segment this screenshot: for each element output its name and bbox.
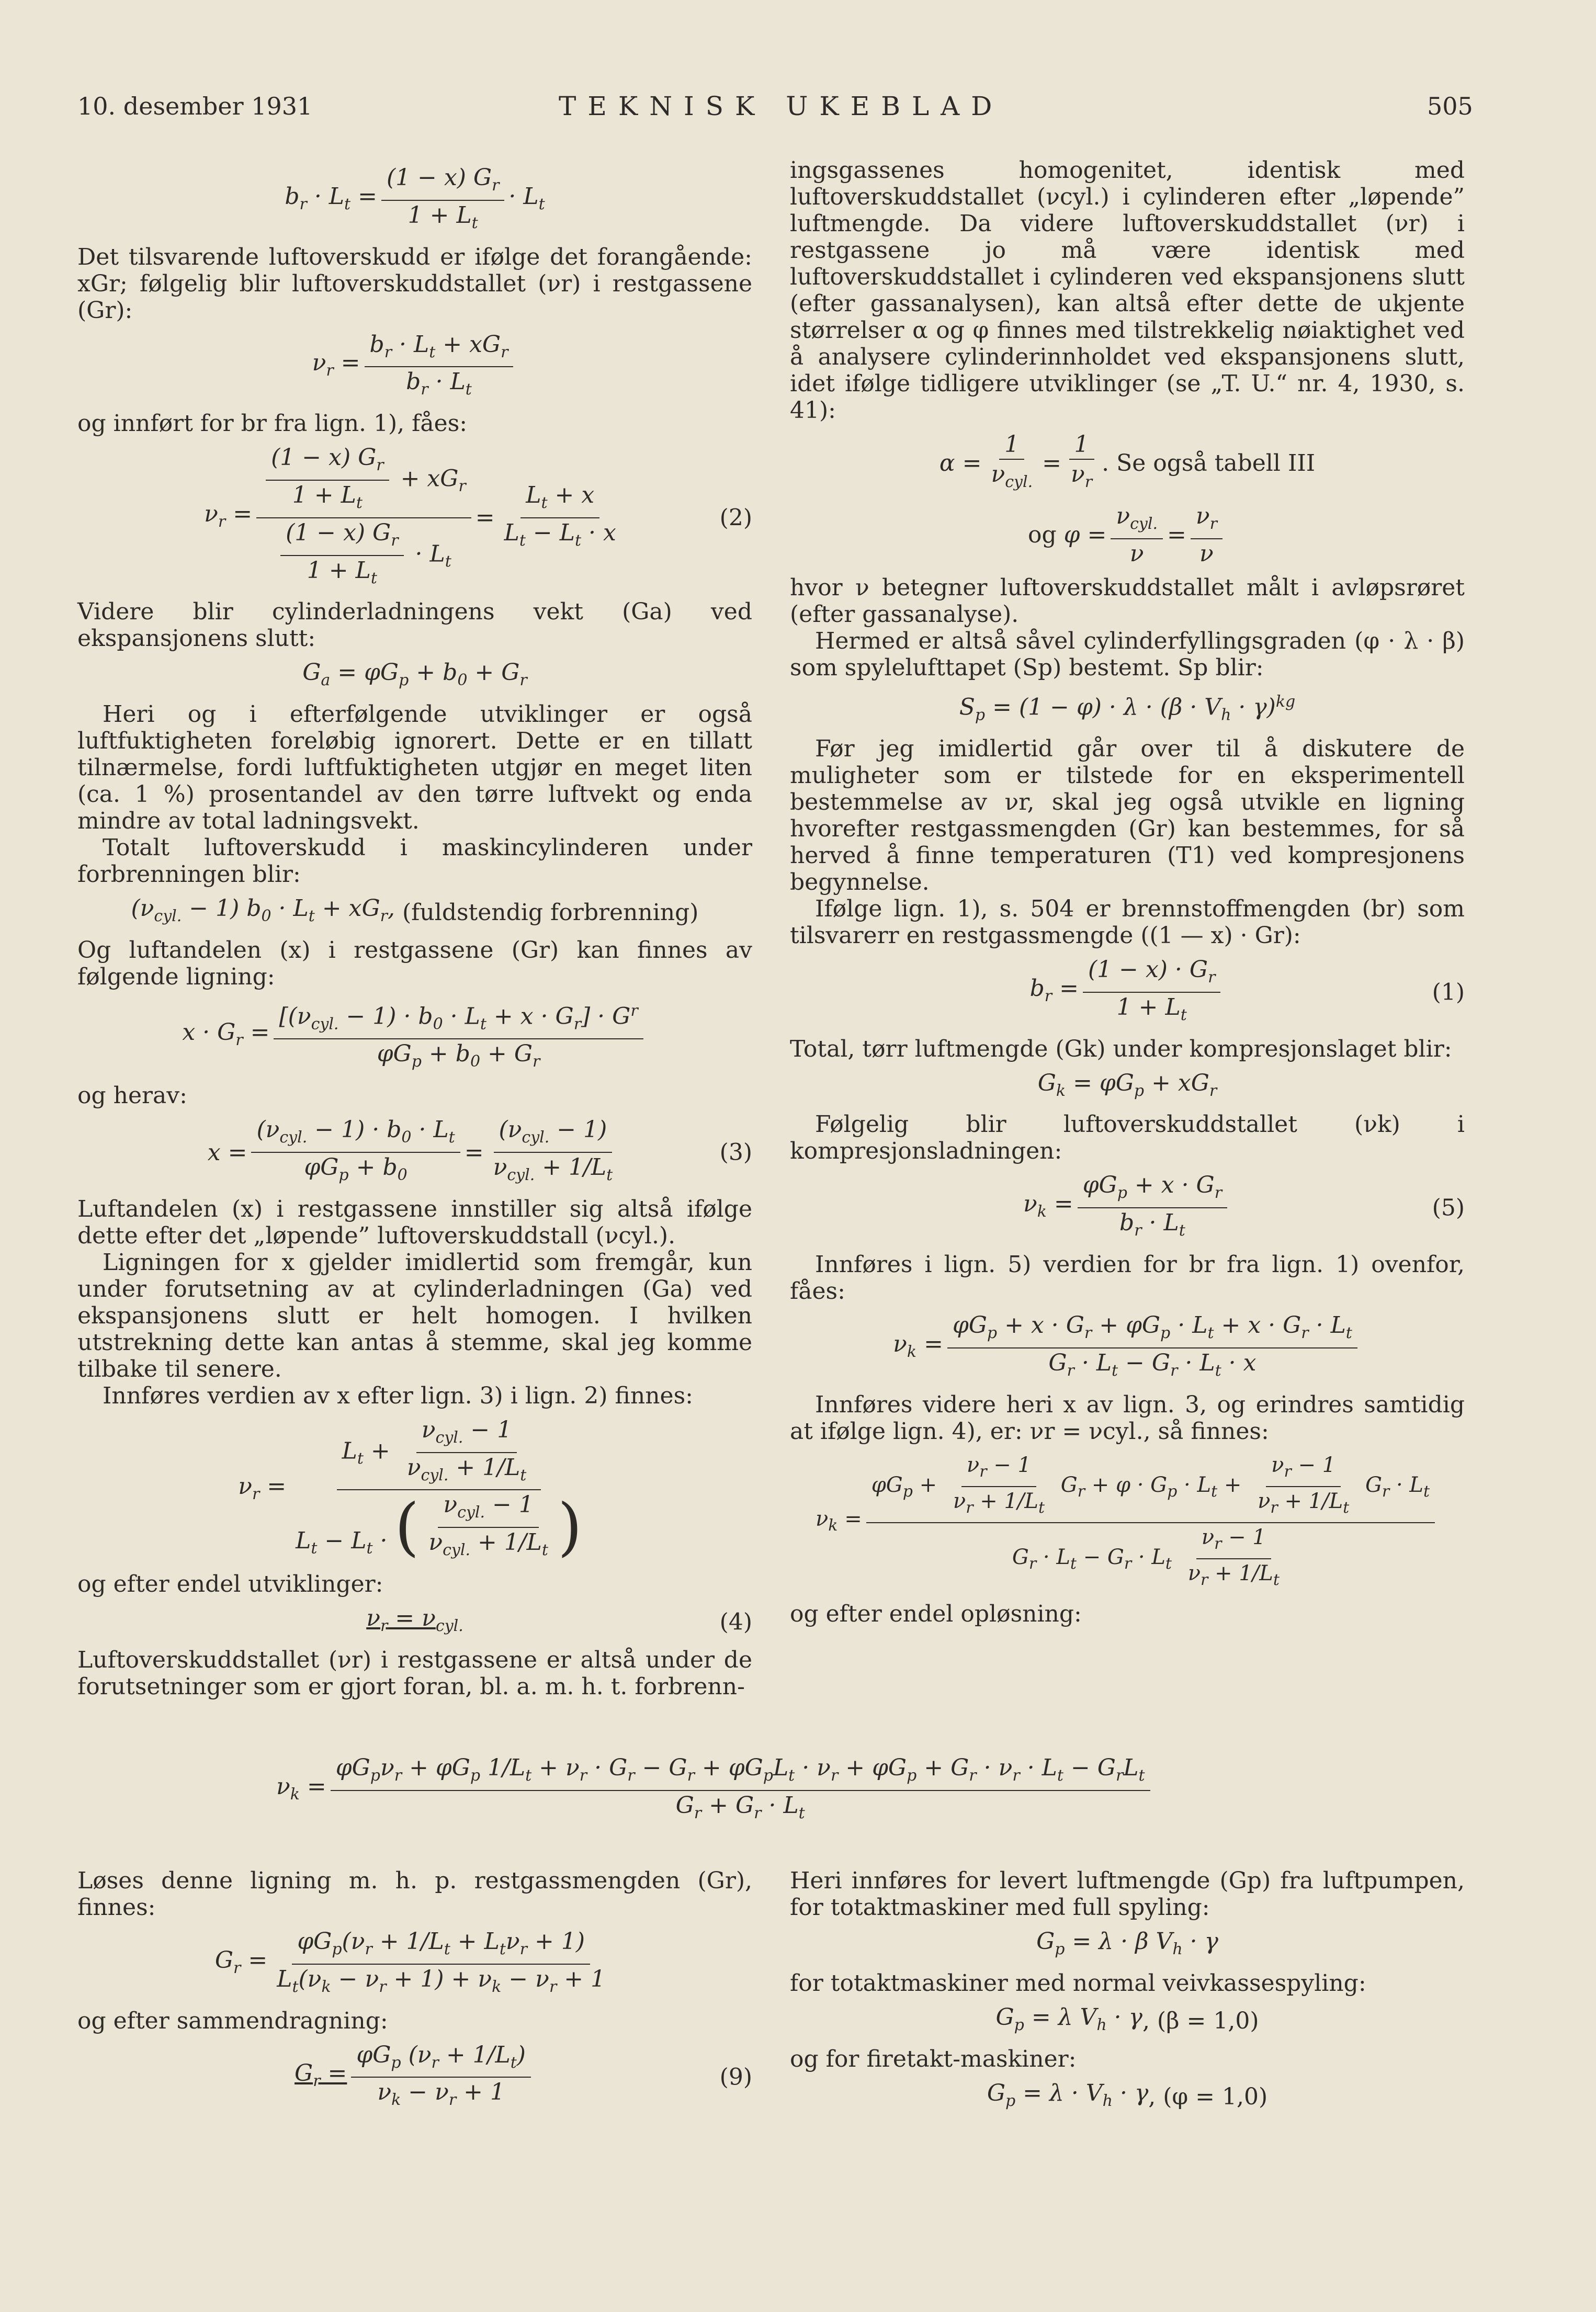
paragraph: Luftandelen (x) i restgassene innstiller sig altså ifølge dette efter det „løpende” luftoverskuddstall (νcyl.). [77, 1195, 752, 1249]
paragraph: Hermed er altså såvel cylinderfyllingsgraden (φ · λ · β) som spylelufttapet (Sp) bestemt. Sp blir: [790, 627, 1465, 681]
paragraph: Videre blir cylinderladningens vekt (Ga) ved ekspansjonens slutt: [77, 598, 752, 652]
paragraph: og innført for br fra lign. 1), fåes: [77, 410, 468, 437]
equation-note: (fuldstendig forbrenning) [402, 899, 699, 926]
paragraph: Innføres i lign. 5) verdien for br fra lign. 1) ovenfor, fåes: [790, 1251, 1465, 1305]
equation-x-gr: $x \cdot G_r$ = $\frac{[(\nu_{cyl.} - 1) \cdot b_0 \cdot L_t + x \cdot G_r] \cdot G^r}{\varphi G_p + b_0 + G_r}$ [77, 998, 752, 1075]
paragraph: Innføres videre heri x av lign. 3, og erindres samtidig at ifølge lign. 4), er: νr = νcyl., så finnes: [790, 1391, 1465, 1445]
equation-1: $b_r$ = $\frac{(1 - x) \cdot G_r}{1 + L_t}$ (1) [1029, 956, 1465, 1024]
bottom-right-column [790, 1867, 1465, 2121]
paragraph: Ligningen for x gjelder imidlertid som fremgår, kun under forutsetning av at cylinderladningen (Ga) ved ekspansjonens slutt er helt homogen. I hvilken utstrekning dette kan antas å stemme, skal jeg komme tilbake til senere. [77, 1249, 752, 1382]
paragraph: Ifølge lign. 1), s. 504 er brennstoffmengden (br) som tilsvarerr en restgassmengde ((1 — x) · Gr): [790, 896, 1465, 949]
equation-gk: $G_k = \varphi G_p + xG_r$ [1037, 1069, 1217, 1100]
equation-gp-full: $G_p = \lambda \cdot \beta$ $V_h \cdot \gamma$ [1036, 1928, 1218, 1958]
bottom-left-column [77, 1867, 752, 2121]
equation-4: $\nu_r = \nu_{cyl.}$ (4) [366, 1605, 752, 1636]
full-width-equation-block [77, 1747, 1469, 1834]
paragraph: Innføres verdien av x efter lign. 3) i lign. 2) finnes: [103, 1382, 694, 1409]
paragraph: Total, tørr luftmengde (Gk) under kompresjonslaget blir: [790, 1035, 1452, 1062]
equation-number: (2) [719, 504, 752, 531]
equation-gr-solution: $G_r$ = $\frac{\varphi G_p(\nu_r + 1/L_t + L_t\nu_r + 1)}{L_t(\nu_k - \nu_r + 1) + \nu_k - \nu_r + 1}$ [214, 1928, 606, 1996]
equation-note: . Se også tabell III [1102, 449, 1316, 477]
equation-number: (1) [1432, 979, 1465, 1006]
equation-gp-normal: $G_p = \lambda$ $V_h \cdot \gamma$ , (β = 1,0) [995, 2003, 1259, 2035]
paragraph: og efter sammendragning: [77, 2007, 388, 2034]
equation-nu-k-2: $\nu_k$ = $\varphi G_p$ + $\frac{\nu_r - 1}{\nu_r + 1/L_t}$ $G_r + \varphi \cdot G_p \cdot L_t$ + $\frac{\nu_r - 1}{\nu_r + 1/L_t}$ $G_r \cdot L_t$ $G_r \cdot L_t - G_r \cdot L_t$ $\frac{\nu_r - 1}{\nu_r + 1/L_t}$ [790, 1452, 1465, 1593]
paragraph: hvor ν betegner luftoverskuddstallet målt i avløpsrøret (efter gassanalyse). [790, 574, 1465, 628]
equation-note: , (β = 1,0) [1142, 2008, 1259, 2035]
paragraph: Heri innføres for levert luftmengde (Gp) fra luftpumpen, for totaktmaskiner med full spyling: [790, 1867, 1465, 1921]
paragraph: Følgelig blir luftoverskuddstallet (νk) i kompresjonsladningen: [790, 1111, 1465, 1165]
paragraph: for totaktmaskiner med normal veivkassespyling: [790, 1969, 1366, 1997]
paragraph: og herav: [77, 1082, 187, 1109]
equation-nu-k-1: $\nu_k$ = $\frac{\varphi G_p + x \cdot G_r + \varphi G_p \cdot L_t + x \cdot G_r \cdot L_t}{G_r \cdot L_t - G_r \cdot L_t \cdot x}$ [790, 1312, 1465, 1384]
equation-gp-fourstroke: $G_p = \lambda \cdot V_h \cdot \gamma$ , (φ = 1,0) [987, 2079, 1268, 2110]
equation-total-excess: $(\nu_{cyl.} - 1) b_0 \cdot L_t + xG_r$, (fuldstendig forbrenning) [131, 895, 699, 926]
left-column [77, 157, 752, 1700]
equation-5: $\nu_k$ = $\frac{\varphi G_p + x \cdot G_r}{b_r \cdot L_t}$ (5) [1023, 1172, 1465, 1240]
paragraph: og efter endel opløsning: [790, 1600, 1082, 1627]
equation-number: (9) [719, 2064, 752, 2091]
equation-nu-r-subst: $\nu_r$ = $L_t$ + $\frac{\nu_{cyl.} - 1}{\nu_{cyl.} + 1/L_t}$ $L_t - L_t$ · ( $\frac{\nu_{cyl.} - 1}{\nu_{cyl.} + 1/L_t}$ ) [238, 1416, 582, 1564]
header-date: 10. desember 1931 [77, 92, 313, 120]
equation-sp: $S_p = (1 - \varphi) \cdot \lambda \cdot (\beta \cdot V_h \cdot \gamma)^{kg}$ [959, 692, 1296, 724]
paragraph: Heri og i efterfølgende utviklinger er også luftfuktigheten foreløbig ignorert. Dette er en tillatt tilnærmelse, fordi luftfuktigheten utgjør en meget liten (ca. 1 %) prosentandel av den tørre luftvekt og enda mindre av total ladningsvekt. [77, 701, 752, 835]
paragraph: Før jeg imidlertid går over til å diskutere de muligheter som er tilstede for en eksperimentell bestemmelse av νr, skal jeg også utvikle en ligning hvorefter restgassmengden (Gr) kan bestemmes, for så herved å finne temperaturen (T1) ved kompresjonens begynnelse. [790, 735, 1465, 896]
paragraph: Luftoverskuddstallet (νr) i restgassene er altså under de forutsetninger som er gjort foran, bl. a. m. h. t. forbrenn- [77, 1646, 752, 1700]
equation-number: (5) [1432, 1194, 1465, 1221]
equation-nu-k-expanded: $\nu_k$ = $\varphi G_p\nu_r + \varphi G_p$ $1/L_t + \nu_r \cdot G_r - G_r + \varphi G_pL_t \cdot \nu_r + \varphi G_p + G_r \cdot \nu_r \cdot L_t - G_rL_t$ $G_r + G_r \cdot L_t$ [77, 1754, 1469, 1827]
paragraph: Det tilsvarende luftoverskudd er ifølge det forangående: xGr; følgelig blir luftoverskuddstallet (νr) i restgassene (Gr): [77, 243, 752, 324]
paragraph: Og luftandelen (x) i restgassene (Gr) kan finnes av følgende ligning: [77, 936, 752, 990]
paragraph: ingsgassenes homogenitet, identisk med luftoverskuddstallet (νcyl.) i cylinderen efter „løpende” luftmengde. Da videre luftoverskuddstallet (νr) i restgassene jo må være identisk med luftoverskuddstallet i cylinderen ved ekspansjonens slutt (efter gassanalysen), kan altså efter dette de ukjente størrelser α og φ finnes med tilstrekkelig nøiaktighet ved å analysere cylinderinnholdet ved ekspansjonens slutt, idet ifølge tidligere utviklinger (se „T. U.“ nr. 4, 1930, s. 41): [790, 157, 1465, 424]
equation-label: og [1028, 521, 1057, 548]
paragraph: og efter endel utviklinger: [77, 1571, 383, 1597]
equation-br-lt: $b_r \cdot L_t$ = $\frac{(1 - x) G_r}{1 + L_t}$ · $L_t$ [285, 164, 545, 232]
paragraph: og for firetakt-maskiner: [790, 2045, 1077, 2072]
equation-note: , (φ = 1,0) [1148, 2083, 1268, 2110]
equation-9: $G_r$ = $\frac{\varphi G_p (\nu_r + 1/L_t)}{\nu_k - \nu_r + 1}$ (9) [295, 2041, 752, 2110]
equation-2: $\nu_r$ = $\frac{(1 - x) G_r}{1 + L_t}$ + $xG_r$ $\frac{(1 - x) G_r}{1 + L_t}$ · $L_t$ = $\frac{L_t + x}{L_t - L_t \cdot x}$ (2) [204, 444, 752, 587]
right-column [790, 157, 1465, 1627]
paragraph: Løses denne ligning m. h. p. restgassmengden (Gr), finnes: [77, 1867, 752, 1921]
equation-3: x = $\frac{(\nu_{cyl.} - 1) \cdot b_0 \cdot L_t}{\varphi G_p + b_0}$ = $\frac{(\nu_{cyl.} - 1)}{\nu_{cyl.} + 1/L_t}$ (3) [207, 1116, 752, 1184]
equation-number: (3) [719, 1139, 752, 1166]
equation-phi: og φ = $\frac{\nu_{cyl.}}{\nu}$ = $\frac{\nu_r}{\nu}$ [790, 503, 1465, 567]
header-journal-title: TEKNISK UKEBLAD [559, 91, 1004, 121]
equation-number: (4) [719, 1608, 752, 1636]
equation-alpha: α = $\frac{1}{\nu_{cyl.}}$ = $\frac{1}{\nu_r}$ . Se også tabell III [939, 431, 1316, 491]
header-page-number: 505 [1427, 92, 1473, 120]
equation-nu-r-def: $\nu_r$ = $\frac{b_r \cdot L_t + xG_r}{b_r \cdot L_t}$ [77, 331, 752, 403]
equation-ga: $G_a = \varphi G_p + b_0 + G_r$ [302, 659, 527, 690]
paragraph: Totalt luftoverskudd i maskincylinderen under forbrenningen blir: [77, 834, 752, 888]
